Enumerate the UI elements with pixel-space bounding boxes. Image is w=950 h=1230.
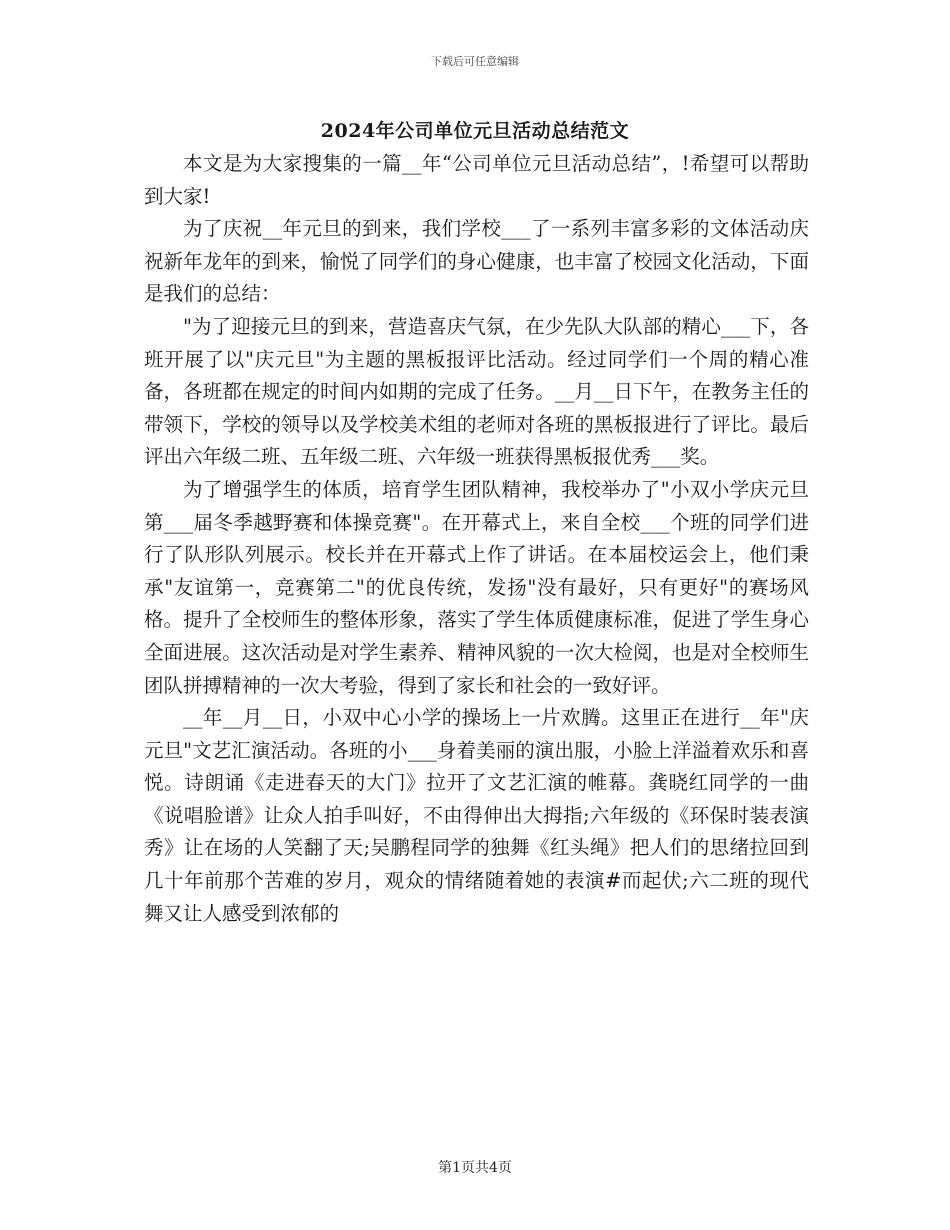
paragraph-blackboard: "为了迎接元旦的到来，营造喜庆气氛，在少先队大队部的精心___下，各班开展了以"庆元旦"为主题的黑板报评比活动。经过同学们一个周的精心准备，各班都在规定的时间内如期的完成了任务。__月__日下午，在教务主任的带领下，学校的领导以及学校美术组的老师对各班的黑板报进行了评比。最后评出六年级二班、五年级二班、六年级一班获得黑板报优秀___奖。 — [144, 314, 809, 469]
paragraph-intro: 本文是为大家搜集的一篇__年“公司单位元旦活动总结”，!希望可以帮助到大家! — [144, 152, 809, 208]
paragraph-performance: __年__月__日，小双中心小学的操场上一片欢腾。这里正在进行__年"庆元旦"文艺汇演活动。各班的小___身着美丽的演出服，小脸上洋溢着欢乐和喜悦。诗朗诵《走进春天的大门》拉开了文艺汇演的帷幕。龚晓红同学的一曲《说唱脸谱》让众人拍手叫好，不由得伸出大拇指;六年级的《环保时装表演秀》让在场的人笑翻了天;吴鹏程同学的独舞《红头绳》把人们的思绪拉回到几十年前那个苦难的岁月，观众的情绪随着她的表演#而起伏;六二班的现代舞又让人感受到浓郁的 — [144, 706, 809, 925]
document-body — [144, 148, 809, 930]
page-header-note: 下载后可任意编辑 — [431, 55, 519, 68]
paragraph-sports: 为了增强学生的体质，培育学生团队精神，我校举办了"小双小学庆元旦第___届冬季越野赛和体操竞赛"。在开幕式上，来自全校___个班的同学们进行了队形队列展示。校长并在开幕式上作了讲话。在本届校运会上，他们秉承"友谊第一，竞赛第二"的优良传统，发扬"没有最好，只有更好"的赛场风格。提升了全校师生的整体形象，落实了学生体质健康标准，促进了学生身心全面进展。这次活动是对学生素养、精神风貌的一次大检阅，也是对全校师生团队拼搏精神的一次大考验，得到了家长和社会的一致好评。 — [144, 477, 809, 697]
page-number: 第1页共4页 — [438, 1160, 512, 1176]
paragraph-celebration: 为了庆祝__年元旦的到来，我们学校___了一系列丰富多彩的文体活动庆祝新年龙年的到来，愉悦了同学们的身心健康，也丰富了校园文化活动，下面是我们的总结： — [144, 217, 809, 306]
document-title: 2024年公司单位元旦活动总结范文 — [320, 120, 630, 142]
